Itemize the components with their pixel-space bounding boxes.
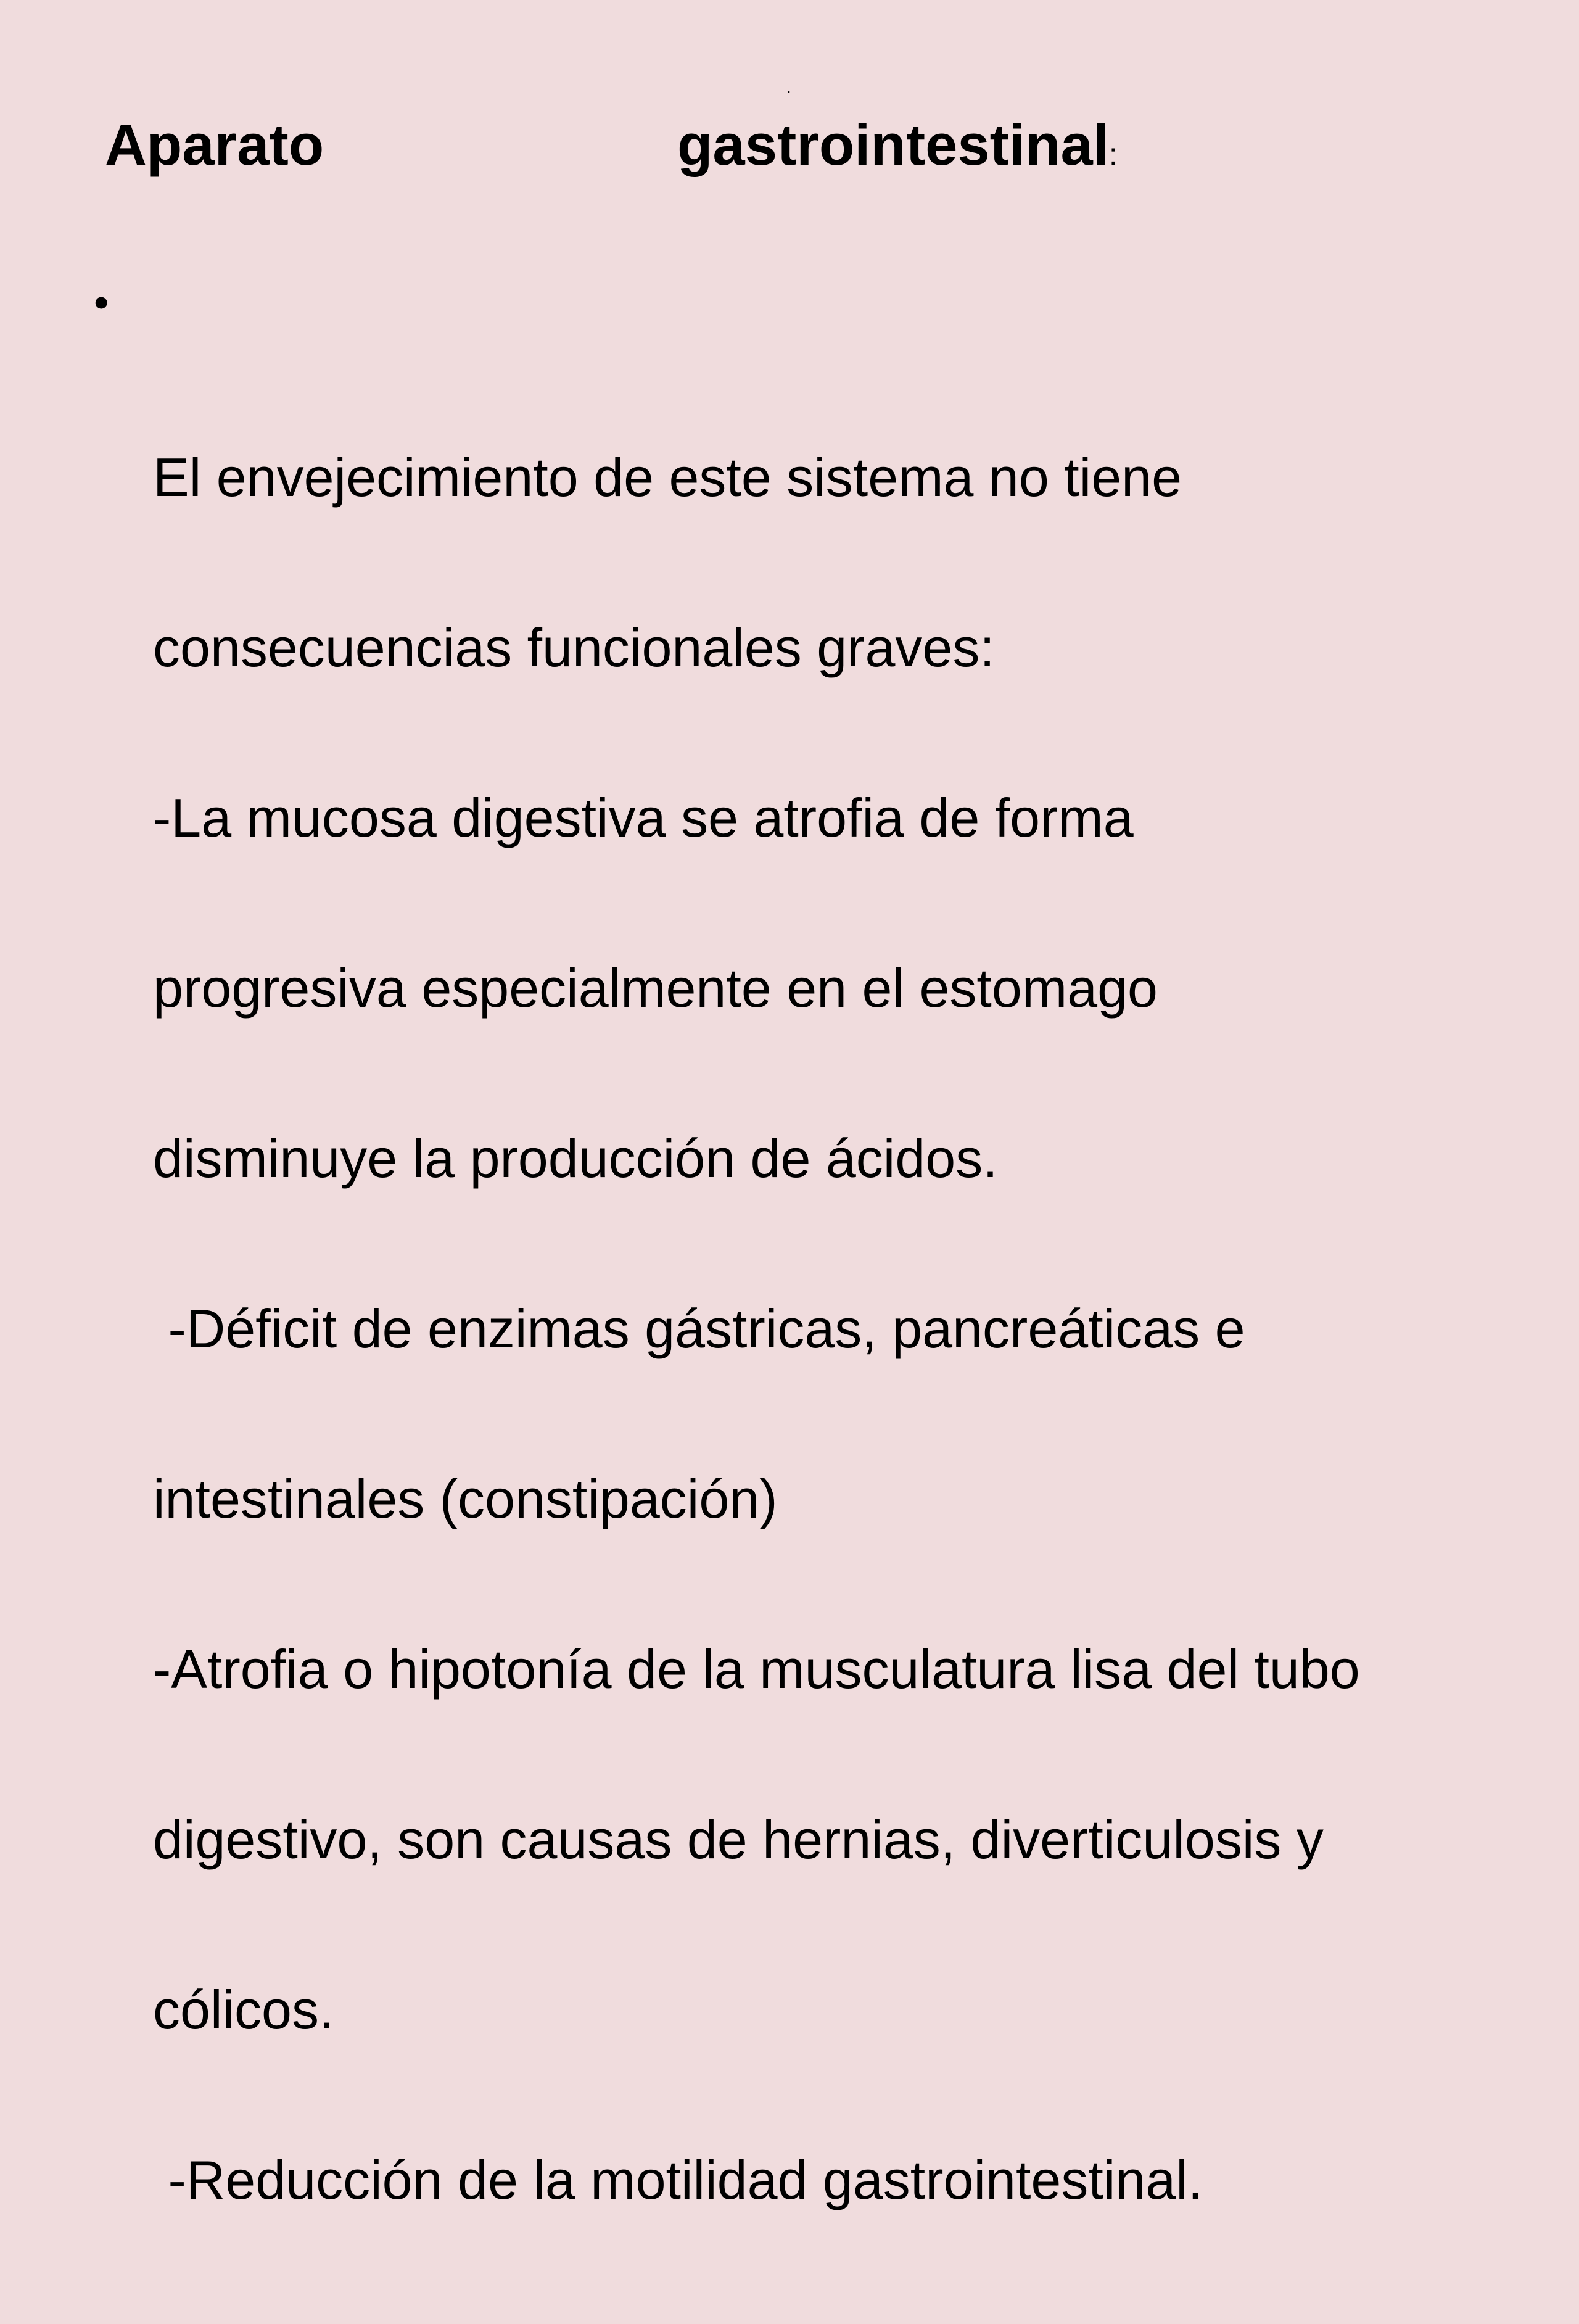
- body-line: consecuencias funcionales graves:: [153, 617, 995, 678]
- body-line: -Déficit de enzimas gástricas, pancreáticas e: [153, 1298, 1245, 1359]
- body-line: -Reducción de la motilidad gastrointestinal.: [153, 2149, 1203, 2210]
- body-line: progresiva especialmente en el estomago: [153, 957, 1158, 1019]
- title-colon: :: [1108, 137, 1118, 172]
- body-line: digestivo, son causas de hernias, diverticulosis y: [153, 1809, 1324, 1870]
- body-line: intestinales (constipación): [153, 1468, 778, 1529]
- body-line: cólicos.: [153, 1979, 334, 2040]
- body-line: -Atrofia o hipotonía de la musculatura lisa del tubo: [153, 1639, 1360, 1700]
- body-line: disminuye la producción de ácidos.: [153, 1128, 998, 1189]
- body-line: -La mucosa digestiva se atrofia de forma: [153, 787, 1134, 848]
- bullet-icon: •: [94, 278, 109, 326]
- body-text: [153, 336, 1547, 2322]
- title-word-gastrointestinal-text: gastrointestinal: [677, 112, 1109, 177]
- title-word-gastrointestinal: [677, 112, 1118, 177]
- body-line: El envejecimiento de este sistema no tiene: [153, 447, 1182, 508]
- top-dot-mark: .: [786, 78, 791, 97]
- title-word-aparato: Aparato: [105, 112, 324, 177]
